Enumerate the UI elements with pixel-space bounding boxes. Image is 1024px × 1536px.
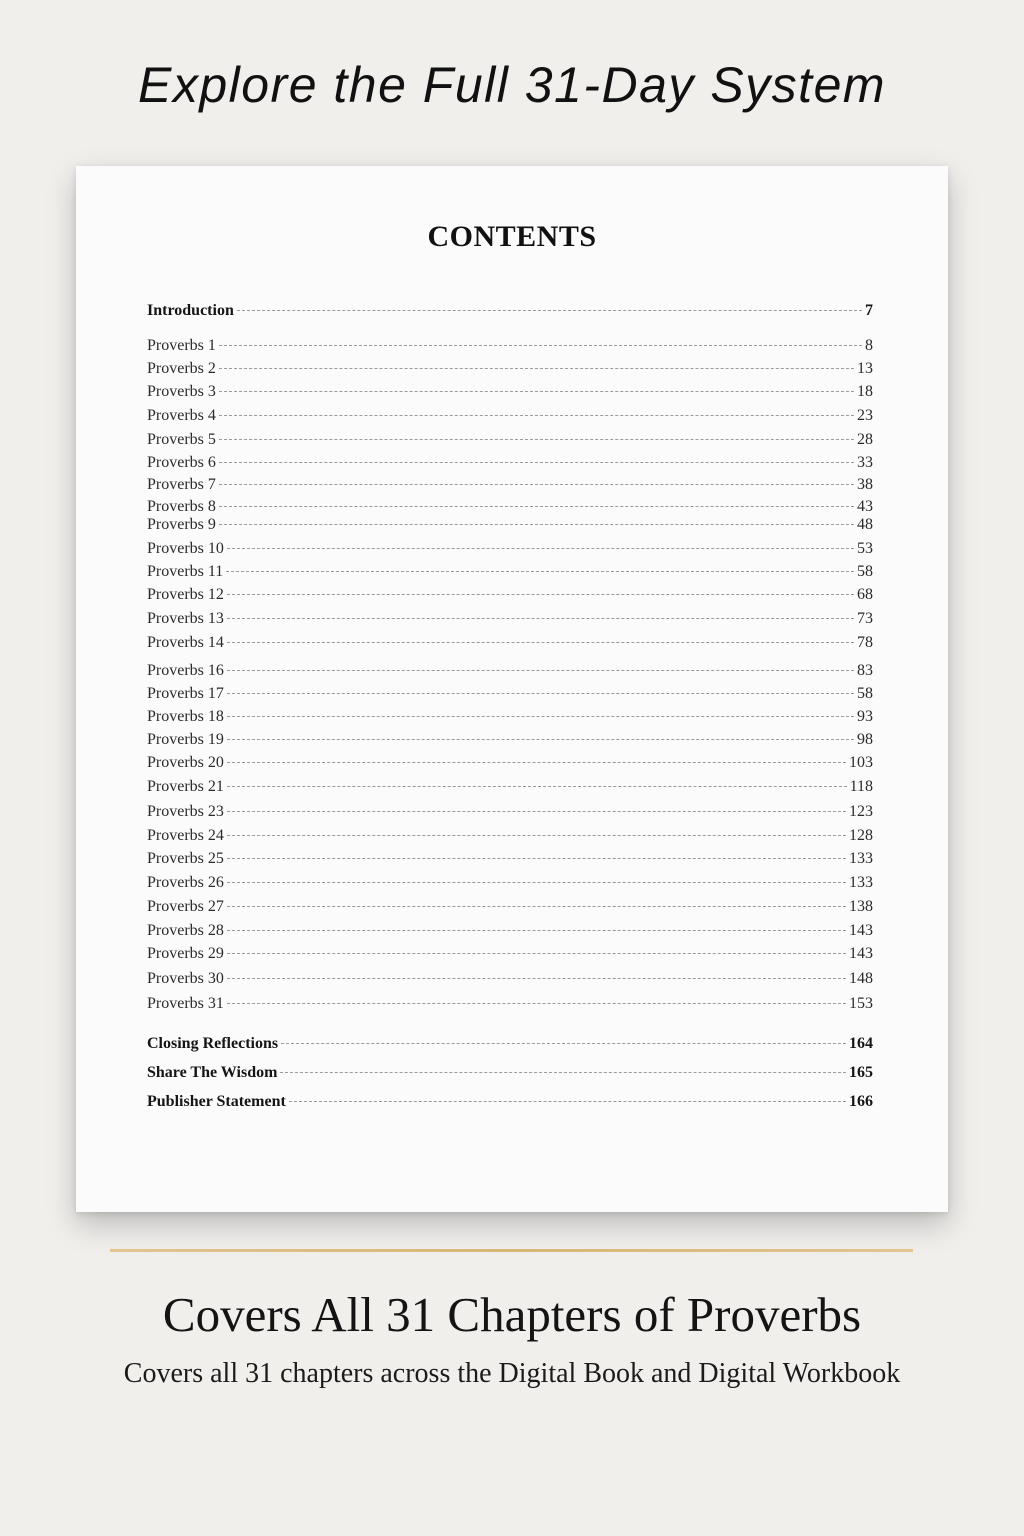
toc-entry-page-number: 133	[849, 850, 873, 867]
toc-entry	[147, 825, 873, 847]
toc-entry-page-number: 58	[857, 563, 873, 580]
toc-entry	[147, 632, 873, 654]
toc-entry-page-number: 68	[857, 586, 873, 603]
toc-entry	[147, 381, 873, 403]
toc-entry-label: Proverbs 9	[147, 516, 216, 533]
toc-entry-page-number: 118	[849, 778, 873, 795]
toc-entry-label: Proverbs 17	[147, 685, 224, 702]
toc-entry-label: Proverbs 31	[147, 995, 224, 1012]
toc-dot-leader	[219, 368, 854, 369]
toc-entry-page-number: 48	[857, 516, 873, 533]
toc-entry-label: Proverbs 27	[147, 898, 224, 915]
toc-entry-page-number: 128	[849, 827, 873, 844]
toc-entry-page-number: 58	[857, 685, 873, 702]
toc-entry-label: Proverbs 25	[147, 850, 224, 867]
toc-entry	[147, 848, 873, 870]
toc-dot-leader	[227, 906, 846, 907]
toc-entry	[147, 729, 873, 751]
toc-dot-leader	[227, 978, 846, 979]
toc-entry	[147, 452, 873, 474]
toc-dot-leader	[227, 930, 846, 931]
caption: Covers all 31 chapters across the Digital Book and Digital Workbook	[123, 1358, 901, 1389]
toc-entry-label: Proverbs 28	[147, 922, 224, 939]
toc-entry	[147, 968, 873, 990]
toc-entry	[147, 335, 873, 357]
toc-dot-leader	[219, 506, 854, 507]
toc-dot-leader	[227, 693, 854, 694]
toc-entry	[147, 920, 873, 942]
toc-dot-leader	[227, 762, 846, 763]
toc-entry-label: Proverbs 3	[147, 383, 216, 400]
toc-entry-label: Proverbs 23	[147, 803, 224, 820]
toc-dot-leader	[219, 439, 854, 440]
toc-entry-page-number: 33	[857, 454, 873, 471]
toc-dot-leader	[227, 618, 854, 619]
toc-dot-leader	[227, 548, 854, 549]
toc-entry-label: Proverbs 21	[147, 778, 224, 795]
toc-entry-page-number: 43	[857, 498, 873, 515]
toc-entry	[147, 943, 873, 965]
toc-entry	[147, 474, 873, 496]
toc-entry	[147, 514, 873, 536]
toc-entry	[147, 429, 873, 451]
toc-dot-leader	[227, 1003, 846, 1004]
toc-entry	[147, 405, 873, 427]
toc-entry-page-number: 153	[849, 995, 873, 1012]
toc-entry-page-number: 23	[857, 407, 873, 424]
toc-entry	[147, 300, 873, 322]
toc-entry-label: Proverbs 24	[147, 827, 224, 844]
toc-dot-leader	[227, 670, 854, 671]
toc-entry-label: Proverbs 7	[147, 476, 216, 493]
toc-entry	[147, 776, 873, 798]
toc-dot-leader	[227, 716, 854, 717]
contents-title: CONTENTS	[427, 220, 597, 253]
toc-entry-label: Proverbs 5	[147, 431, 216, 448]
headline: Explore the Full 31-Day System	[137, 57, 887, 113]
toc-entry	[147, 358, 873, 380]
toc-dot-leader	[219, 415, 854, 416]
toc-entry-label: Proverbs 20	[147, 754, 224, 771]
toc-entry-label: Proverbs 16	[147, 662, 224, 679]
contents-page	[76, 166, 948, 1212]
toc-entry-page-number: 166	[849, 1093, 873, 1110]
toc-entry-page-number: 18	[857, 383, 873, 400]
toc-entry-label: Proverbs 11	[147, 563, 224, 580]
toc-entry-page-number: 38	[857, 476, 873, 493]
toc-entry	[147, 660, 873, 682]
toc-entry-page-number: 143	[849, 922, 873, 939]
toc-entry	[147, 1033, 873, 1055]
toc-dot-leader	[227, 594, 854, 595]
toc-dot-leader	[227, 882, 846, 883]
toc-entry-page-number: 28	[857, 431, 873, 448]
toc-entry-page-number: 133	[849, 874, 873, 891]
toc-entry-page-number: 138	[849, 898, 873, 915]
toc-entry-label: Share The Wisdom	[147, 1064, 278, 1081]
toc-entry	[147, 872, 873, 894]
toc-entry	[147, 752, 873, 774]
toc-entry-label: Proverbs 4	[147, 407, 216, 424]
toc-entry-page-number: 83	[857, 662, 873, 679]
toc-entry-label: Introduction	[147, 302, 234, 319]
toc-dot-leader	[219, 345, 862, 346]
toc-entry-label: Proverbs 18	[147, 708, 224, 725]
toc-dot-leader	[281, 1043, 846, 1044]
toc-entry-page-number: 123	[849, 803, 873, 820]
toc-entry-page-number: 165	[849, 1064, 873, 1081]
toc-entry-page-number: 73	[857, 610, 873, 627]
toc-entry	[147, 561, 873, 583]
toc-entry-label: Proverbs 30	[147, 970, 224, 987]
toc-entry	[147, 1091, 873, 1113]
toc-entry	[147, 801, 873, 823]
toc-entry-label: Proverbs 2	[147, 360, 216, 377]
toc-entry	[147, 584, 873, 606]
toc-dot-leader	[227, 786, 847, 787]
toc-entry-page-number: 78	[857, 634, 873, 651]
toc-entry-label: Publisher Statement	[147, 1093, 286, 1110]
toc-entry	[147, 538, 873, 560]
toc-entry	[147, 706, 873, 728]
toc-entry	[147, 896, 873, 918]
toc-entry-label: Proverbs 14	[147, 634, 224, 651]
toc-entry-label: Proverbs 13	[147, 610, 224, 627]
toc-dot-leader	[227, 953, 846, 954]
toc-dot-leader	[227, 835, 846, 836]
toc-dot-leader	[219, 391, 854, 392]
toc-dot-leader	[227, 739, 854, 740]
toc-entry-page-number: 8	[865, 337, 873, 354]
toc-dot-leader	[237, 310, 862, 311]
toc-entry	[147, 1062, 873, 1084]
toc-entry-page-number: 53	[857, 540, 873, 557]
toc-dot-leader	[219, 484, 854, 485]
toc-dot-leader	[227, 642, 854, 643]
toc-entry-page-number: 93	[857, 708, 873, 725]
toc-dot-leader	[227, 858, 846, 859]
toc-entry-page-number: 143	[849, 945, 873, 962]
toc-entry-label: Proverbs 1	[147, 337, 216, 354]
toc-entry	[147, 608, 873, 630]
toc-entry-label: Proverbs 6	[147, 454, 216, 471]
toc-dot-leader	[227, 811, 846, 812]
toc-entry-label: Proverbs 19	[147, 731, 224, 748]
toc-entry-page-number: 103	[849, 754, 873, 771]
toc-dot-leader	[219, 524, 854, 525]
toc-dot-leader	[280, 1072, 846, 1073]
gold-divider	[110, 1249, 913, 1252]
toc-entry-page-number: 164	[849, 1035, 873, 1052]
toc-entry	[147, 993, 873, 1015]
toc-entry-label: Proverbs 12	[147, 586, 224, 603]
toc-entry-label: Proverbs 10	[147, 540, 224, 557]
toc-dot-leader	[289, 1101, 846, 1102]
toc-entry-label: Proverbs 29	[147, 945, 224, 962]
toc-entry-label: Proverbs 26	[147, 874, 224, 891]
toc-entry	[147, 683, 873, 705]
toc-entry-page-number: 148	[849, 970, 873, 987]
toc-entry-label: Closing Reflections	[147, 1035, 279, 1052]
subheadline: Covers All 31 Chapters of Proverbs	[162, 1287, 862, 1342]
toc-entry-page-number: 13	[857, 360, 873, 377]
toc-dot-leader	[219, 462, 854, 463]
toc-entry-page-number: 98	[857, 731, 873, 748]
toc-entry-page-number: 7	[865, 302, 873, 319]
toc-dot-leader	[226, 571, 854, 572]
toc-entry-label: Proverbs 8	[147, 498, 216, 515]
